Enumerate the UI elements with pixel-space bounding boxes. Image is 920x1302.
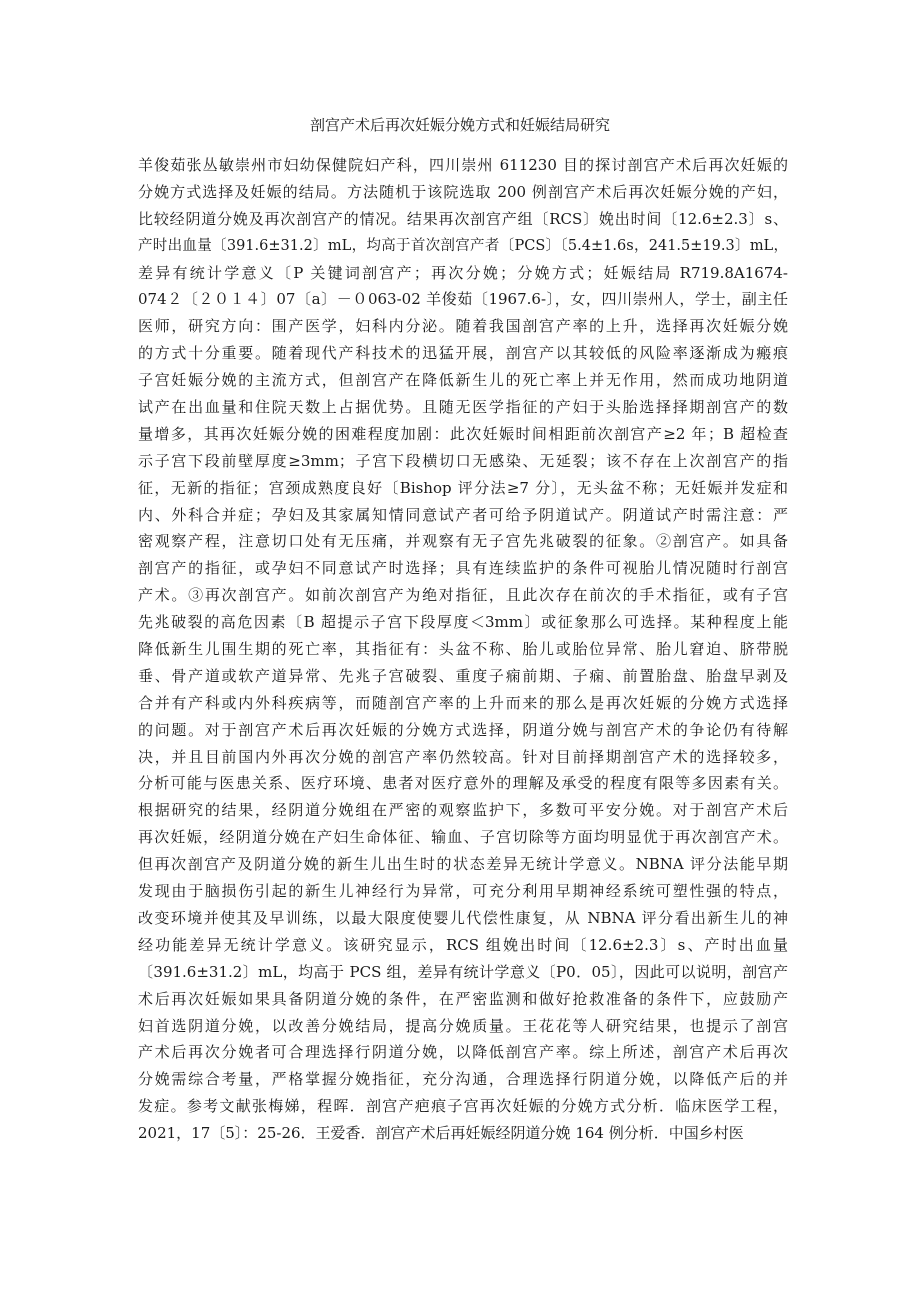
text-line: 根据研究的结果，经阴道分娩组在严密的观察监护下，多数可平安分娩。对于剖宫产术后 — [138, 801, 788, 820]
text-line: 示子宫下段前壁厚度≥3mm；子宫下段横切口无感染、无延裂；该不存在上次剖宫产的指 — [138, 451, 788, 470]
text-line: 再次妊娠，经阴道分娩在产妇生命体征、输血、子宫切除等方面均明显优于再次剖宫产术。 — [138, 828, 788, 847]
text-line: 发现由于脑损伤引起的新生儿神经行为异常，可充分利用早期神经系统可塑性强的特点， — [138, 882, 788, 901]
text-line: 〔391.6±31.2〕mL，均高于 PCS 组，差异有统计学意义〔P0．05〕，因此可以说明，剖宫产 — [138, 962, 788, 981]
document-title: 剖宫产术后再次妊娠分娩方式和妊娠结局研究 — [309, 116, 610, 134]
text-line: 分析可能与医患关系、医疗环境、患者对医疗意外的理解及承受的程度有限等多因素有关。 — [138, 774, 788, 793]
text-line: 差异有统计学意义〔P 关键词剖宫产；再次分娩；分娩方式；妊娠结局 R719.8A1674- — [138, 263, 788, 282]
text-line: 试产在出血量和住院天数上占据优势。且随无医学指征的产妇于头胎选择择期剖宫产的数 — [138, 398, 788, 417]
text-line: 产术。③再次剖宫产。如前次剖宫产为绝对指征，且此次存在前次的手术指征，或有子宫 — [138, 586, 788, 605]
text-line: 分娩方式选择及妊娠的结局。方法随机于该院选取 200 例剖宫产术后再次妊娠分娩的产妇， — [138, 182, 788, 201]
text-line: 经功能差异无统计学意义。该研究显示，RCS 组娩出时间〔12.6±2.3〕s、产时出血量 — [138, 935, 788, 954]
text-line: 剖宫产的指征，或孕妇不同意试产时选择；具有连续监护的条件可视胎儿情况随时行剖宫 — [138, 559, 788, 578]
text-line: 垂、骨产道或软产道异常、先兆子宫破裂、重度子痫前期、子痫、前置胎盘、胎盘早剥及 — [138, 666, 788, 685]
text-line: 术后再次妊娠如果具备阴道分娩的条件，在严密监测和做好抢救准备的条件下，应鼓励产 — [138, 989, 788, 1008]
text-line: 合并有产科或内外科疾病等，而随剖宫产率的上升而来的那么是再次妊娠的分娩方式选择 — [138, 693, 788, 712]
text-line: 先兆破裂的高危因素〔B 超提示子宫下段厚度＜3mm〕或征象那么可选择。某种程度上能 — [138, 613, 788, 632]
text-line: 量增多，其再次妊娠分娩的困难程度加剧：此次妊娠时间相距前次剖宫产≥2 年；B 超检查 — [138, 424, 788, 443]
text-line: 的方式十分重要。随着现代产科技术的迅猛开展，剖宫产以其较低的风险率逐渐成为瘢痕 — [138, 344, 788, 363]
text-line: 妇首选阴道分娩，以改善分娩结局，提高分娩质量。王花花等人研究结果，也提示了剖宫 — [138, 1016, 788, 1035]
text-line: 决，并且目前国内外再次分娩的剖宫产率仍然较高。针对目前择期剖宫产术的选择较多， — [138, 747, 788, 766]
text-line: 比较经阴道分娩及再次剖宫产的情况。结果再次剖宫产组〔RCS〕娩出时间〔12.6±2.3〕s、 — [138, 209, 788, 228]
text-line: 产时出血量〔391.6±31.2〕mL，均高于首次剖宫产者〔PCS〕〔5.4±1.6s，241.5±19.3〕mL， — [138, 237, 788, 254]
text-line: 羊俊茹张丛敏崇州市妇幼保健院妇产科，四川崇州 611230 目的探讨剖宫产术后再次妊娠的 — [138, 156, 788, 174]
document-body — [138, 152, 788, 1147]
text-line: 密观察产程，注意切口处有无压痛，并观察有无子宫先兆破裂的征象。②剖宫产。如具备 — [138, 532, 788, 551]
text-line: 内、外科合并症；孕妇及其家属知情同意试产者可给予阴道试产。阴道试产时需注意：严 — [138, 505, 788, 524]
text-line: 074２〔２０１４〕07〔a〕－０063-02 羊俊茹〔1967.6-〕，女，四川崇州人，学士，副主任 — [138, 290, 788, 309]
text-line: 发症。参考文献张梅娣，程晖．剖宫产疤痕子宫再次妊娠的分娩方式分析．临床医学工程， — [138, 1097, 788, 1116]
text-line: 2021，17〔5〕：25-26．王爱香．剖宫产术后再妊娠经阴道分娩 164 例分析．中国乡村医 — [138, 1124, 744, 1143]
text-line: 改变环境并使其及早训练，以最大限度使婴儿代偿性康复，从 NBNA 评分看出新生儿的神 — [138, 908, 788, 927]
text-line: 降低新生儿围生期的死亡率，其指征有：头盆不称、胎儿或胎位异常、胎儿窘迫、脐带脱 — [138, 640, 788, 659]
text-line: 分娩需综合考量，严格掌握分娩指征，充分沟通，合理选择行阴道分娩，以降低产后的并 — [138, 1070, 788, 1089]
text-line: 产术后再次分娩者可合理选择行阴道分娩，以降低剖宫产率。综上所述，剖宫产术后再次 — [138, 1043, 788, 1062]
text-line: 征，无新的指征；宫颈成熟度良好〔Bishop 评分法≥7 分〕，无头盆不称；无妊娠并发症和 — [138, 478, 788, 497]
text-line: 子宫妊娠分娩的主流方式，但剖宫产在降低新生儿的死亡率上并无作用，然而成功地阴道 — [138, 371, 788, 390]
text-line: 的问题。对于剖宫产术后再次妊娠的分娩方式选择，阴道分娩与剖宫产术的争论仍有待解 — [138, 720, 788, 739]
text-line: 但再次剖宫产及阴道分娩的新生儿出生时的状态差异无统计学意义。NBNA 评分法能早期 — [138, 855, 788, 874]
text-line: 医师，研究方向：围产医学，妇科内分泌。随着我国剖宫产率的上升，选择再次妊娠分娩 — [138, 317, 788, 336]
